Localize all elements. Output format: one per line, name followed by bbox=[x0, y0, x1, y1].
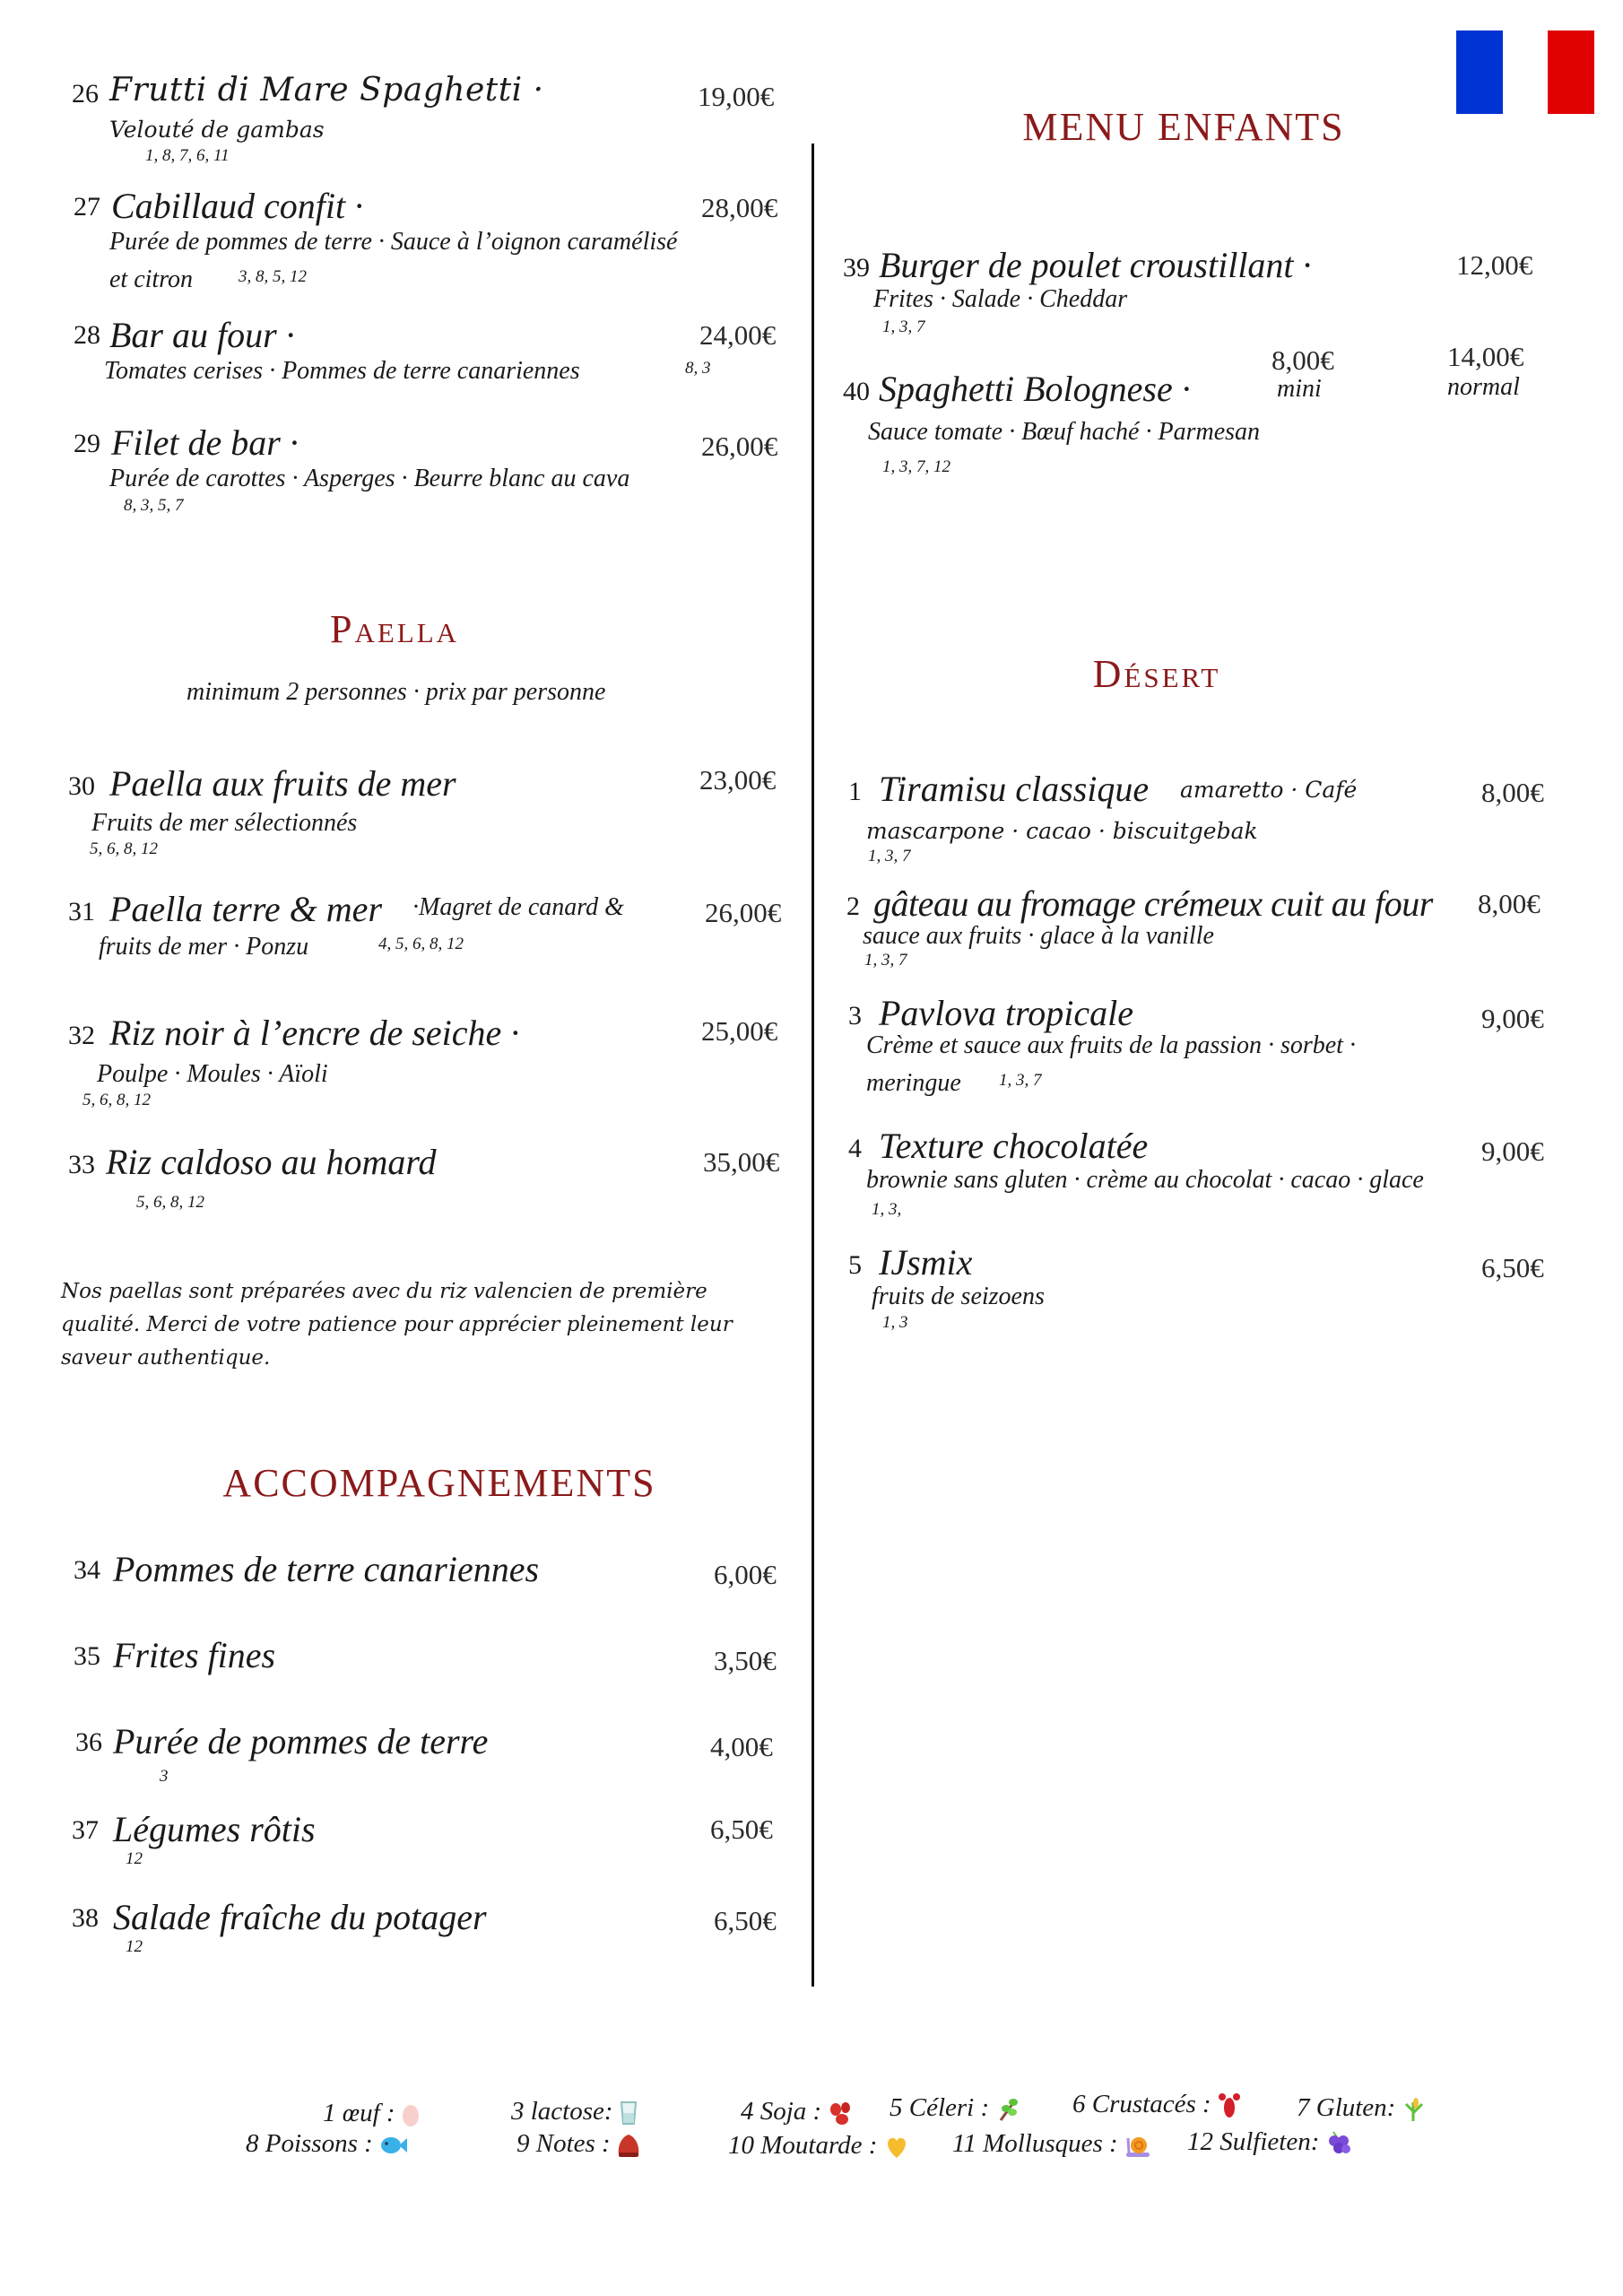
item-price: 6,50€ bbox=[710, 1813, 773, 1845]
milk-glass-icon bbox=[620, 2100, 638, 2126]
legend-label: 6 Crustacés : bbox=[1072, 2090, 1211, 2118]
item-price: 26,00€ bbox=[705, 897, 782, 928]
column-divider bbox=[812, 144, 814, 1987]
item-name: Salade fraîche du potager bbox=[113, 1897, 487, 1937]
item-allergens: 1, 3 bbox=[882, 1313, 908, 1332]
legend-item-fish bbox=[246, 2129, 408, 2159]
note-line: Nos paellas sont préparées avec du riz valencien de première bbox=[61, 1280, 707, 1303]
item-number: 4 bbox=[848, 1134, 862, 1163]
item-name: IJsmix bbox=[879, 1242, 973, 1283]
legend-label: 9 Notes : bbox=[516, 2129, 611, 2158]
item-price: 3,50€ bbox=[714, 1645, 777, 1676]
section-title: MENU ENFANTS bbox=[1022, 105, 1345, 149]
item-size-mini: mini bbox=[1277, 375, 1322, 403]
legend-label: 11 Mollusques : bbox=[952, 2129, 1118, 2158]
nut-icon bbox=[617, 2133, 640, 2158]
fish-icon bbox=[379, 2134, 408, 2157]
legend-label: 8 Poissons : bbox=[246, 2129, 373, 2158]
wheat-icon bbox=[1402, 2097, 1426, 2122]
item-number: 3 bbox=[848, 1001, 862, 1031]
mustard-heart-icon bbox=[884, 2135, 909, 2160]
item-allergens: 5, 6, 8, 12 bbox=[136, 1193, 204, 1212]
section-title: ACCOMPAGNEMENTS bbox=[222, 1461, 656, 1505]
item-number: 33 bbox=[68, 1150, 95, 1179]
item-price: 25,00€ bbox=[701, 1015, 778, 1047]
item-description: mascarpone · cacao · biscuitgebak bbox=[866, 818, 1258, 844]
item-name: Purée de pommes de terre bbox=[113, 1721, 489, 1761]
item-description: Crème et sauce aux fruits de la passion · sorbet · bbox=[866, 1031, 1356, 1059]
item-allergens: 1, 3, 7 bbox=[864, 951, 907, 970]
item-allergens: 1, 3, 7 bbox=[999, 1071, 1042, 1090]
legend-label: 3 lactose: bbox=[511, 2097, 613, 2126]
item-number: 5 bbox=[848, 1250, 862, 1280]
item-number: 27 bbox=[74, 192, 100, 222]
item-name: Légumes rôtis bbox=[113, 1809, 316, 1849]
item-price-normal: 14,00€ bbox=[1447, 341, 1524, 372]
item-name: Pommes de terre canariennes bbox=[113, 1549, 540, 1589]
item-description: Frites · Salade · Cheddar bbox=[873, 285, 1128, 313]
item-allergens: 1, 3, 7, 12 bbox=[882, 457, 950, 476]
item-allergens: 3, 8, 5, 12 bbox=[239, 267, 307, 286]
item-price: 12,00€ bbox=[1456, 249, 1533, 281]
item-description: Fruits de mer sélectionnés bbox=[91, 809, 358, 837]
item-allergens: 8, 3 bbox=[685, 359, 711, 378]
item-inline-description: ·Magret de canard & bbox=[412, 893, 624, 921]
item-price: 23,00€ bbox=[699, 764, 777, 796]
legend-label: 7 Gluten: bbox=[1297, 2093, 1396, 2122]
item-price: 28,00€ bbox=[701, 192, 778, 223]
item-price: 9,00€ bbox=[1481, 1135, 1544, 1167]
item-name: Pavlova tropicale bbox=[879, 993, 1133, 1033]
item-number: 38 bbox=[72, 1903, 99, 1933]
flag-blue-stripe bbox=[1456, 30, 1503, 114]
item-name: Paella aux fruits de mer bbox=[109, 763, 456, 804]
item-number: 30 bbox=[68, 771, 95, 801]
item-price: 8,00€ bbox=[1481, 777, 1544, 808]
item-description: fruits de mer · Ponzu bbox=[99, 933, 309, 961]
item-number: 40 bbox=[843, 377, 870, 406]
legend-label: 12 Sulfieten: bbox=[1187, 2127, 1320, 2156]
legend-item-celery bbox=[890, 2093, 1020, 2123]
item-price: 6,50€ bbox=[1481, 1252, 1544, 1283]
item-description-line2: meringue bbox=[866, 1069, 961, 1097]
note-line: saveur authentique. bbox=[61, 1346, 271, 1370]
item-number: 35 bbox=[74, 1641, 100, 1671]
item-description: Purée de pommes de terre · Sauce à l’oignon caramélisé bbox=[109, 228, 678, 256]
legend-item-mustard bbox=[728, 2131, 909, 2161]
item-description: Tomates cerises · Pommes de terre canariennes bbox=[104, 357, 580, 385]
item-number: 26 bbox=[72, 79, 99, 109]
legend-item-crustaceans bbox=[1072, 2090, 1241, 2120]
note-line: qualité. Merci de votre patience pour apprécier pleinement leur bbox=[61, 1313, 733, 1336]
item-name: Texture chocolatée bbox=[879, 1126, 1149, 1166]
item-allergens: 5, 6, 8, 12 bbox=[90, 839, 158, 858]
grapes-icon bbox=[1326, 2130, 1351, 2157]
item-description: brownie sans gluten · crème au chocolat · cacao · glace bbox=[866, 1166, 1424, 1194]
legend-label: 1 œuf : bbox=[323, 2099, 395, 2127]
legend-item-sulphites bbox=[1187, 2127, 1351, 2157]
item-price: 6,00€ bbox=[714, 1559, 777, 1590]
legend-item-lactose bbox=[511, 2097, 638, 2126]
item-description: Poulpe · Moules · Aïoli bbox=[97, 1060, 328, 1088]
item-price: 9,00€ bbox=[1481, 1003, 1544, 1034]
item-name: Tiramisu classique bbox=[879, 769, 1150, 809]
item-description: Velouté de gambas bbox=[109, 117, 325, 143]
item-description: fruits de seizoens bbox=[872, 1283, 1045, 1310]
item-price: 6,50€ bbox=[714, 1905, 777, 1936]
lobster-icon bbox=[1218, 2092, 1241, 2120]
item-description-line2: et citron bbox=[109, 265, 194, 293]
section-subtitle: minimum 2 personnes · prix par personne bbox=[187, 678, 606, 706]
legend-label: 4 Soja : bbox=[741, 2097, 822, 2126]
item-number: 31 bbox=[68, 897, 95, 926]
item-name: Burger de poulet croustillant · bbox=[879, 245, 1312, 285]
celery-leaf-icon bbox=[995, 2097, 1020, 2122]
item-number: 2 bbox=[846, 891, 860, 921]
legend-item-gluten bbox=[1297, 2093, 1426, 2123]
item-allergens: 1, 3, bbox=[872, 1200, 902, 1219]
legend-label: 10 Moutarde : bbox=[728, 2131, 878, 2160]
item-allergens: 1, 8, 7, 6, 11 bbox=[145, 146, 230, 165]
snail-icon bbox=[1124, 2133, 1151, 2158]
item-number: 32 bbox=[68, 1021, 95, 1050]
legend-item-egg bbox=[323, 2099, 420, 2128]
item-name: Bar au four · bbox=[109, 315, 295, 355]
item-number: 1 bbox=[848, 777, 862, 806]
legend-item-nuts bbox=[516, 2129, 640, 2159]
section-title: Paella bbox=[329, 607, 460, 651]
item-allergens: 3 bbox=[160, 1767, 169, 1786]
item-number: 29 bbox=[74, 429, 100, 458]
item-price: 19,00€ bbox=[698, 81, 775, 112]
item-name: Paella terre & mer bbox=[109, 889, 383, 929]
item-price: 4,00€ bbox=[710, 1731, 773, 1762]
item-price: 24,00€ bbox=[699, 319, 777, 351]
item-description: Purée de carottes · Asperges · Beurre blanc au cava bbox=[109, 465, 630, 492]
legend-item-soy bbox=[741, 2097, 853, 2126]
item-name: Frutti di Mare Spaghetti · bbox=[109, 72, 544, 109]
beans-icon bbox=[828, 2100, 853, 2126]
flag-red-stripe bbox=[1548, 30, 1594, 114]
egg-icon bbox=[402, 2102, 420, 2127]
item-price-mini: 8,00€ bbox=[1271, 344, 1334, 376]
section-title: Désert bbox=[1092, 652, 1221, 696]
item-number: 28 bbox=[74, 320, 100, 350]
item-allergens: 1, 3, 7 bbox=[868, 847, 911, 865]
item-name: Frites fines bbox=[113, 1635, 276, 1675]
item-number: 34 bbox=[74, 1555, 100, 1585]
item-inline-description: amaretto · Café bbox=[1180, 777, 1358, 803]
item-allergens: 4, 5, 6, 8, 12 bbox=[378, 935, 464, 953]
item-price: 8,00€ bbox=[1478, 888, 1541, 919]
item-name: Spaghetti Bolognese · bbox=[879, 369, 1191, 409]
item-allergens: 1, 3, 7 bbox=[882, 317, 925, 336]
item-number: 39 bbox=[843, 253, 870, 283]
item-name: gâteau au fromage crémeux cuit au four bbox=[873, 883, 1433, 924]
item-name: Cabillaud confit · bbox=[111, 186, 364, 226]
legend-label: 5 Céleri : bbox=[890, 2093, 990, 2122]
paella-note bbox=[61, 1275, 778, 1375]
item-description: Sauce tomate · Bœuf haché · Parmesan bbox=[868, 418, 1261, 446]
item-name: Riz caldoso au homard bbox=[106, 1142, 437, 1182]
item-allergens: 5, 6, 8, 12 bbox=[82, 1091, 151, 1109]
legend-item-molluscs bbox=[952, 2129, 1151, 2159]
item-price: 26,00€ bbox=[701, 430, 778, 462]
item-description: sauce aux fruits · glace à la vanille bbox=[863, 922, 1214, 950]
item-name: Riz noir à l’encre de seiche · bbox=[109, 1013, 520, 1053]
item-size-normal: normal bbox=[1447, 373, 1520, 401]
item-number: 36 bbox=[75, 1727, 102, 1757]
item-allergens: 12 bbox=[126, 1937, 143, 1956]
item-allergens: 8, 3, 5, 7 bbox=[124, 496, 184, 515]
item-allergens: 12 bbox=[126, 1849, 143, 1868]
item-name: Filet de bar · bbox=[111, 422, 299, 463]
item-price: 35,00€ bbox=[703, 1146, 780, 1178]
item-number: 37 bbox=[72, 1815, 99, 1845]
